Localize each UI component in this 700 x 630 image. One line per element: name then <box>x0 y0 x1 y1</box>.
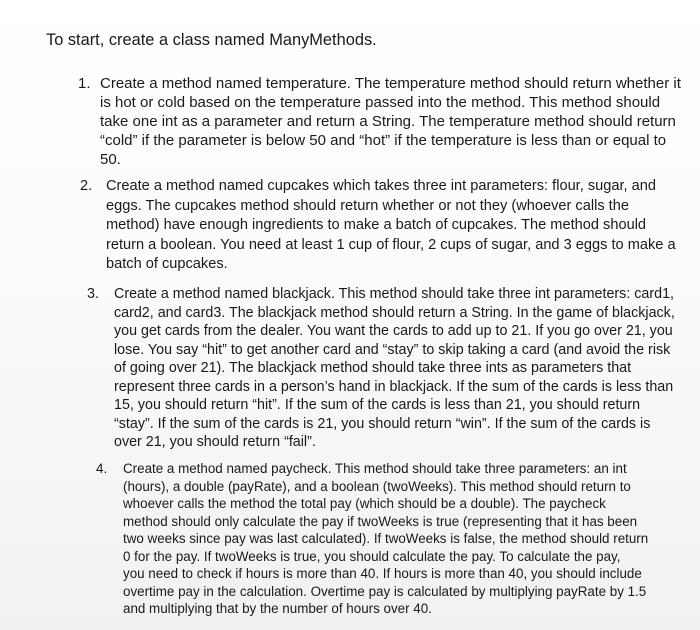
task-line: eggs. The cupcakes method should return whether or not they (whoever calls the <box>106 197 629 214</box>
task-line: Create a method named cupcakes which takes three int parameters: flour, sugar, and <box>106 178 657 194</box>
task-line: and multiplying that by the number of hours over 40. <box>123 601 432 616</box>
task-line: 15, you should return “hit”. If the sum of the cards is less than 21, you should return <box>114 397 641 413</box>
task-line: of going over 21). The blackjack method should take three ints as parameters that <box>114 360 632 376</box>
task-line: Create a method named temperature. The temperature method should return whether it <box>100 75 681 92</box>
task-line: overtime pay in the calculation. Overtime pay is calculated by multiplying payRate by 1.5 <box>123 583 647 599</box>
task-line: represent three cards in a person’s hand in blackjack. If the sum of the cards is less than <box>114 378 674 395</box>
task-line: is hot or cold based on the temperature passed into the method. This method should <box>100 94 661 111</box>
task-line: two weeks since pay was last calculated). If twoWeeks is false, the method should return <box>123 531 649 546</box>
task-line: you get cards from the dealer. You want the cards to add up to 21. If you go over 21, you <box>114 323 673 339</box>
task-number: 2. <box>80 178 93 194</box>
task-line: whoever calls the method the total pay (which should be a double). The paycheck <box>123 496 606 511</box>
task-number: 4. <box>96 461 108 476</box>
task-line: take one int as a parameter and return a String. The temperature method should return <box>100 113 676 130</box>
task-line: batch of cupcakes. <box>106 256 228 272</box>
task-text <box>106 177 676 275</box>
task-text <box>100 74 681 169</box>
task-line: return a boolean. You need at least 1 cup of flour, 2 cups of sugar, and 3 eggs to make a <box>106 236 676 253</box>
task-text <box>114 285 675 452</box>
task-line: you need to check if hours is more than 40. If hours is more than 40, you should include <box>123 566 642 581</box>
task-line: “cold” if the parameter is below 50 and “hot” if the temperature is less than or equal to <box>100 132 667 149</box>
task-line: method) have enough ingredients to make a batch of cupcakes. The method should <box>106 217 647 233</box>
task-line: “stay”. If the sum of the cards is 21, you should return “win”. If the sum of the cards is <box>114 415 651 432</box>
task-line: card2, and card3. The blackjack method should return a String. In the game of blackjack, <box>114 304 675 321</box>
task-number: 3. <box>87 286 99 302</box>
task-text <box>123 460 648 618</box>
task-line: 50. <box>100 151 121 168</box>
task-line: Create a method named blackjack. This method should take three int parameters: card1, <box>114 286 674 302</box>
task-line: 0 for the pay. If twoWeeks is true, you should calculate the pay. To calculate the pay, <box>123 548 621 564</box>
task-line: method should only calculate the pay if twoWeeks is true (representing that it has been <box>123 513 638 529</box>
task-line: over 21, you should return “fail”. <box>114 434 316 450</box>
task-line: (hours), a double (payRate), and a boolean (twoWeeks). This method should return to <box>123 478 631 494</box>
task-line: lose. You say “hit” to get another card and “stay” to skip taking a card (and avoid the risk <box>114 341 671 358</box>
task-line: Create a method named paycheck. This method should take three parameters: an int <box>123 461 627 476</box>
task-number: 1. <box>78 75 91 92</box>
intro-text: To start, create a class named ManyMethods. <box>46 31 377 49</box>
